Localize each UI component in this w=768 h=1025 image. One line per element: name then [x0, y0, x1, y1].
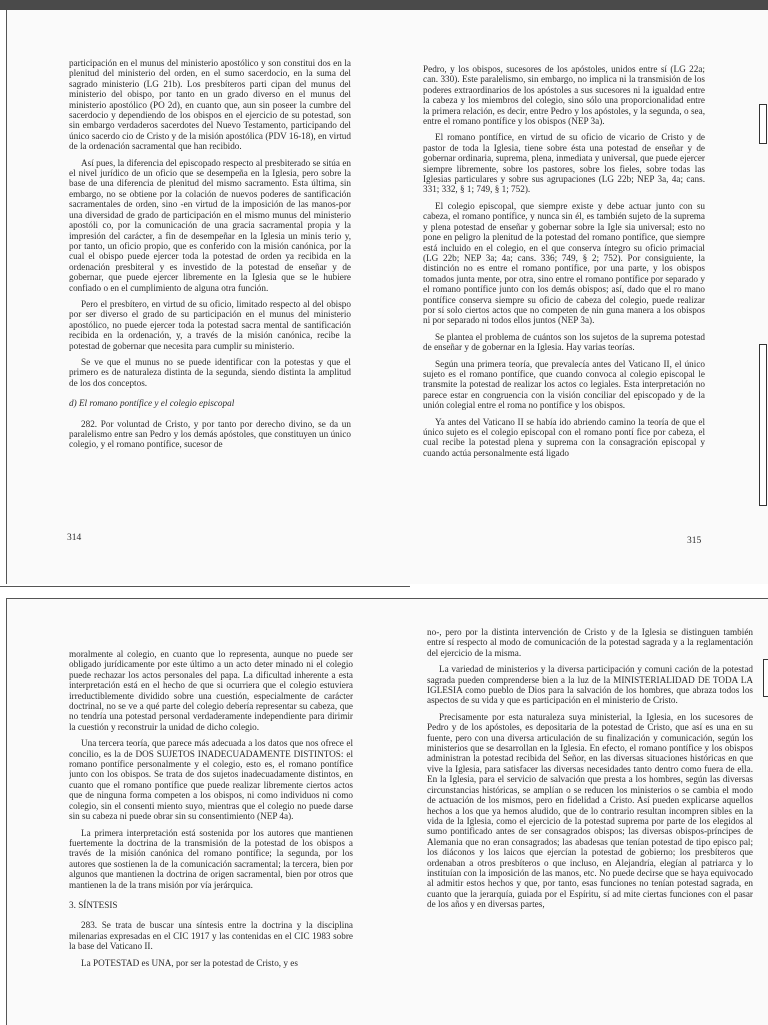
section-heading: d) El romano pontífice y el colegio episcopal: [69, 398, 235, 409]
paragraph: Se ve que el munus no se puede identificar con la potestas y que el primero es de naturaleza distinta de la segunda, siendo distinta la amplitud de los dos conceptos.: [69, 356, 351, 388]
paragraph: La variedad de ministerios y la diversa participación y comuni cación de la potestad sagrada pueden comprenderse bien a la luz de la MINISTERIALIDAD DE TODA LA IGLESIA como pueblo de Dios para la salvación de los hombres, que abraza todos los aspectos de su vida y que es participación en el ministerio de Cristo.: [427, 664, 753, 706]
page-316-text-column: [69, 649, 353, 1025]
paragraph: Se plantea el problema de cuántos son los sujetos de la suprema potestad de enseñar y de gobernar en la Iglesia. Hay varias teorías.: [423, 331, 705, 353]
paragraph: Pedro, y los obispos, sucesores de los apóstoles, unidos entre sí (LG 22a; can. 330). Este paralelismo, sin embargo, no implica ni la transmisión de los poderes extraordinarios de los apóstoles a sus sucesores ni la igualdad entre la cabeza y los miembros del colegio, sino sólo una proporcionalidad entre la primera relación, es decir, entre Pedro y los apóstoles, y la segunda, o sea, entre el romano pontífice y los obispos (NEP 3a).: [423, 64, 705, 127]
paragraph: Una tercera teoría, que parece más adecuada a los datos que nos ofrece el concilio, es la de DOS SUJETOS INADECUADAMENTE DISTINTOS: el romano pontífice personalmente y el colegio, esto es, el romano pontífice junto con los obispos. Se trata de dos sujetos inadecuadamente distintos, en cuanto que el romano pontífice que puede realizar libremente ciertos actos que de ninguna forma competen a los obispos, ni como individuos ni como colegio, sin el consenti miento suyo, mientras que el colegio no puede darse sin su cabeza ni puede obrar sin su consentimiento (NEP 4a).: [69, 738, 353, 822]
paragraph: La POTESTAD es UNA, por ser la potestad de Cristo, y es: [81, 957, 298, 968]
page-spread-316-317: [6, 598, 768, 1025]
paragraph: 283. Se trata de buscar una síntesis entre la doctrina y la disciplina milenarias expresadas en el CIC 1917 y las contenidas en el CIC 1983 sobre la base del Vaticano II.: [69, 920, 353, 952]
page-315-text-column: [423, 64, 705, 532]
paragraph: El colegio episcopal, que siempre existe y debe actuar junto con su cabeza, el romano pontífice, y nunca sin él, es también sujeto de la suprema y plena potestad de enseñar y gobernar sobre la Igle sia universal; esto no pone en peligro la plenitud de la potestad del romano pontífice, que siempre está incluido en el colegio, en el que conserva íntegro su oficio primacial (LG 22b; NEP 3a; 4a; cans. 336; 749, § 2; 752). Por consiguiente, la distinción no es entre el romano pontífice, por una parte, y los obispos tomados junta mente, por otra, sino entre el romano pontífice por separado y el romano pontífice junto con los demás obispos; así, dado que el ro mano pontífice conserva siempre su oficio de cabeza del colegio, puede realizar por sí solo ciertos actos que no competen de nin guna manera a los obispos ni por separado ni todos ellos juntos (NEP 3a).: [423, 200, 705, 326]
page-317-text-column: [427, 627, 753, 1025]
paragraph: moralmente al colegio, en cuanto que lo representa, aunque no puede ser obligado jurídicamente por este último a un acto deter minado ni el colegio puede rechazar los actos personales del papa. La dificultad inherente a esta interpretación está en el hecho de que si ocurriera que el colegio estuviera irreductiblemente dividido sobre una cuestión, especialmente de carácter doctrinal, no se ve a qué parte del colegio debería representar su cabeza, que no tendría una potestad personal verdaderamente independiente para dirimir la cuestión y reconstruir la unidad de dicho colegio.: [69, 649, 353, 732]
paragraph: El romano pontífice, en virtud de su oficio de vicario de Cristo y de pastor de toda la Iglesia, tiene sobre ésta una potestad de enseñar y de gobernar ordinaria, suprema, plena, inmediata y universal, que puede ejercer siempre libremente, sobre los pastores, sobre los fieles, sobre todas las Iglesias particulares y sobre sus agrupaciones (LG 22b; NEP 3a, 4a; cans. 331; 332, § 1; 749, § 1; 752).: [423, 132, 705, 195]
paragraph: Así pues, la diferencia del episcopado respecto al presbiterado se sitúa en el nivel jurídico de un oficio que se desempeña en la Iglesia, pero sobre la base de una diferencia de plenitud del mismo sacramento. Esta última, sin embargo, no se obtiene por la colación de nuevos poderes de santificación sacramentales de orden, sino -en virtud de la imposición de las manos-por una diversidad de grado de participación en el mismo munus del ministerio apostóli co, por la comunicación de una gracia sacramental propia y la impresión del carácter, a fin de desempeñar en la Iglesia un minis terio y, por tanto, un oficio propio, que es conferido con la misión canónica, por la cual el obispo puede ejercer toda la potestad de orden ya recibida en la ordenación presbiteral y es investido de la potestad de enseñar y de gobernar, que puede ejercer libremente en la Iglesia que se le hubiere confiado o en el cumplimiento de alguna otra función.: [69, 157, 351, 293]
paragraph: participación en el munus del ministerio apostólico y son constitui dos en la plenitud del ministerio del orden, en el sumo sacerdocio, en la suma del sagrado ministerio (LG 21b). Los presbíteros parti cipan del munus del ministerio del obispo, por tanto en un grado diverso en el munus del ministerio apostólico (PO 2d), en cuanto que, aun sin poseer la cumbre del sacerdocio y dependiendo de los obispos en el ejercicio de su potestad, son sin embargo verdaderos sacerdotes del Nuevo Testamento, participando del único sacerdo cio de Cristo y de la misión apostólica (PDV 16-18), en virtud de la ordenación sacramental que han recibido.: [69, 58, 351, 152]
page-edge-tab: [759, 344, 767, 506]
page-spread-314-315: [6, 10, 768, 584]
page-edge-tab: [763, 659, 768, 697]
paragraph: Precisamente por esta naturaleza suya ministerial, la Iglesia, en los sucesores de Pedro y de los apóstoles, es depositaria de la potestad de Cristo, que así es una en su fuente, pero con una diversa articulación de su finalización y comunicación, según los ministerios que se desarrollan en la Iglesia. En efecto, el romano pontífice y los obispos administran la potestad recibida del Señor, en las diversas situaciones históricas en que vive la Iglesia, para satisfacer las diversas necesidades tanto dentro como fuera de ella. En la Iglesia, para el servicio de salvación que presta a los hombres, según las diversas circunstancias históricas, se amplían o se reducen los ministerios o se cambia el modo de actuación de los mismos, pero en fidelidad a Cristo. Así pueden explicarse aquellos hechos a los que ya hemos aludido, que de lo contrario resultan incompren sibles en la vida de la Iglesia, como el ejercicio de la potestad suprema por parte de los elegidos al sumo pontificado antes de ser consagrados obispos; las diversas obispos-príncipes de Alemania que no eran consagrados; las abadesas que tenían potestad de tipo episco pal; los diáconos y los laicos que ejercían la potestad de gobierno; los presbíteros que ordenaban a otros presbíteros o que incluso, en Alejandría, elegían al patriarca y lo instituían con la imposición de las manos, etc. No puede decirse que se haya equivocado al admitir estos hechos y que, por tanto, esas funciones no tenían potestad sagrada, en cuanto que la jerarquía, guiada por el Espíritu, sí ad mite ciertas funciones con el pasar de los años y en diversas partes,: [427, 711, 753, 910]
paragraph: Según una primera teoría, que prevalecía antes del Vaticano II, el único sujeto es el romano pontífice, que cuando convoca al colegio episcopal le transmite la potestad de realizar los actos co legiales. Esta interpretación no parece estar en congruencia con la visión conciliar del episcopado y de la unión colegial entre el roma no pontífice y los obispos.: [423, 358, 705, 411]
paragraph: no-, pero por la distinta intervención de Cristo y de la Iglesia se distinguen también entre sí respecto al modo de comunicación de la potestad sagrada y a la reglamentación del ejercicio de la misma.: [427, 627, 753, 658]
spread-separator: [0, 586, 410, 587]
paragraph: La primera interpretación está sostenida por los autores que mantienen fuertemente la doctrina de la transmisión de la potestad de los obispos a través de la misión canónica del romano pontífice; la segunda, por los autores que sostienen la de la comunicación sacramental; la tercera, bien por algunos que mantienen la doctrina de origen sacramental, bien por otros que mantienen la de la trans misión por vía jerárquica.: [69, 827, 353, 890]
viewer-top-bar: [0, 0, 768, 10]
section-heading: 3. SÍNTESIS: [69, 899, 118, 910]
paragraph: 282. Por voluntad de Cristo, y por tanto por derecho divino, se da un paralelismo entre san Pedro y los demás apóstoles, que constituyen un único colegio, y el romano pontífice, sucesor de: [69, 418, 351, 450]
paragraph: Pero el presbítero, en virtud de su oficio, limitado respecto al del obispo por ser diverso el grado de su participación en el munus del ministerio apostólico, no puede ejercer toda la potestad sacra mental de santificación recibida en la ordenación, y, a través de la misión canónica, recibe la potestad de gobernar que necesita para cumplir su ministerio.: [69, 298, 351, 351]
page-number-314: 314: [67, 533, 82, 543]
paragraph: Ya antes del Vaticano II se había ido abriendo camino la teoría de que el único sujeto es el colegio episcopal con el romano pontí fice por cabeza, el cual recibe la potestad plena y suprema con la consagración episcopal y cuando actúa personalmente está ligado: [423, 416, 705, 458]
page-edge-tab: [759, 104, 767, 144]
page-314-text-column: [69, 58, 351, 544]
page-number-315: 315: [687, 536, 702, 546]
